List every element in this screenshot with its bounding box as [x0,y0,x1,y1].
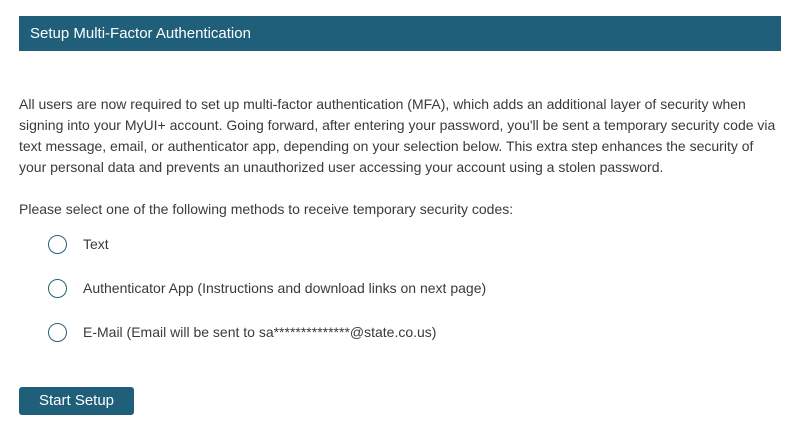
method-options [48,230,748,362]
method-prompt: Please select one of the following methods to receive temporary security codes: [19,201,514,217]
option-email-label: E-Mail (Email will be sent to sa**************@state.co.us) [83,324,437,340]
radio-text[interactable] [48,235,67,254]
radio-authenticator-app[interactable] [48,279,67,298]
option-authenticator-app[interactable] [48,274,748,302]
option-text-label: Text [83,236,109,252]
page-title: Setup Multi-Factor Authentication [30,25,251,42]
option-authenticator-app-label: Authenticator App (Instructions and download links on next page) [83,280,487,296]
page-header [19,16,781,51]
radio-email[interactable] [48,323,67,342]
option-text[interactable] [48,230,748,258]
intro-text: All users are now required to set up multi-factor authentication (MFA), which adds an additional layer of security when signing into your MyUI+ account. Going forward, after entering your password, you'll be sent a temporary security code via text message, email, or authenticator app, depending on your selection below. This extra step enhances the security of your personal data and prevents an unauthorized user accessing your account using a stolen password. [19,96,776,175]
start-setup-button[interactable]: Start Setup [19,387,134,415]
option-email[interactable] [48,318,748,346]
